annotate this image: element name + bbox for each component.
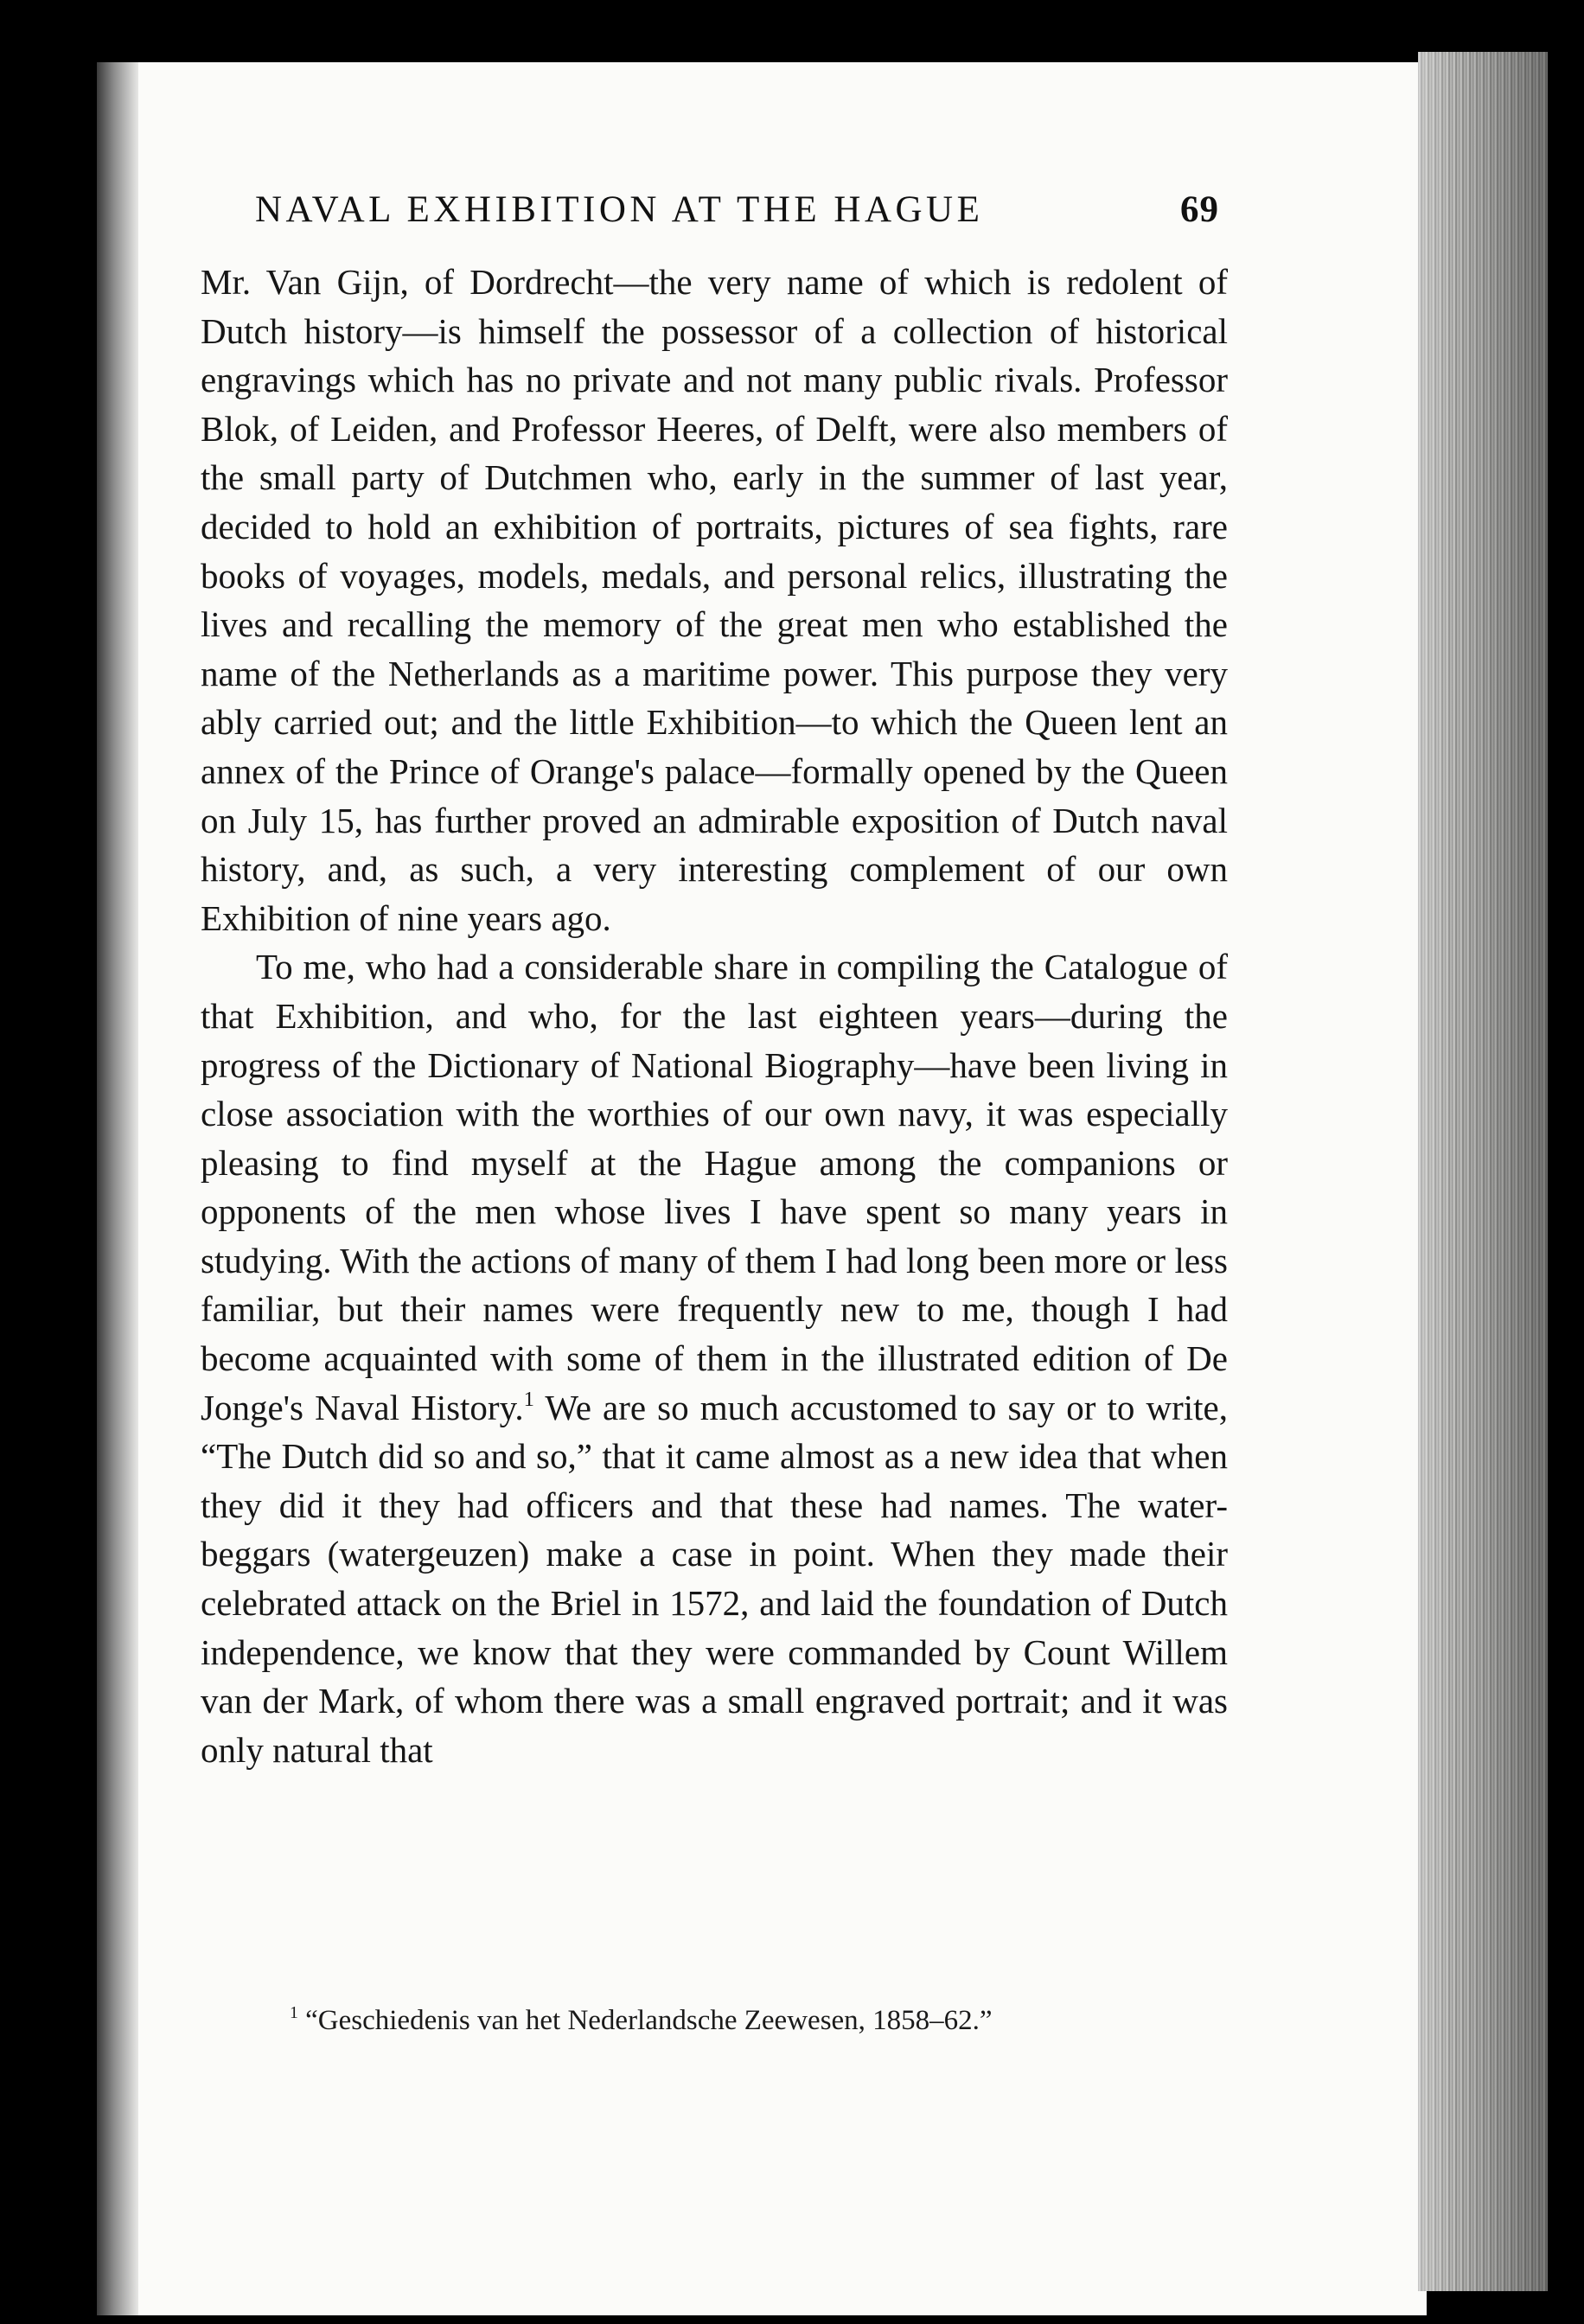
footnote (290, 2003, 1154, 2038)
gutter-shadow (97, 62, 138, 2315)
page-number: 69 (1180, 189, 1219, 230)
body-text (201, 258, 1228, 1774)
running-head-title: NAVAL EXHIBITION AT THE HAGUE (255, 189, 984, 230)
footnote-text: “Geschiedenis van het Nederlandsche Zeewesen, 1858–62.” (305, 2005, 993, 2036)
paragraph-2-text-b: We are so much accustomed to say or to write, “The Dutch did so and so,” that it came almost as a new idea that when they did it they had officers and that these had names. The water-beggars (watergeuzen) make a case in point. When they made their celebrated attack on the Briel in 1572, and laid the foundation of Dutch independence, we know that they were commanded by Count Willem van der Mark, of whom there was a small engraved portrait; and it was only natural that (201, 1387, 1228, 1770)
paragraph-2 (201, 942, 1228, 1774)
footnote-reference: 1 (523, 1387, 534, 1411)
paragraph-2-text-a: To me, who had a considerable share in compiling the Catalogue of that Exhibition, and who, for the last eighteen years—during the progress of the Dictionary of National Biography—have been living in close association with the worthies of our own navy, it was especially pleasing to find myself at the Hague among the companions or opponents of the men whose lives I have spent so many years in studying. With the actions of many of them I had long been more or less familiar, but their names were frequently new to me, though I had become acquainted with some of them in the illustrated edition of De Jonge's Naval History. (201, 947, 1228, 1427)
running-head (255, 188, 1219, 231)
page-edges (1418, 52, 1548, 2291)
paragraph-1: Mr. Van Gijn, of Dordrecht—the very name of which is redolent of Dutch history—is himself the possessor of a collection of historical engravings which has no private and not many public rivals. Professor Blok, of Leiden, and Professor Heeres, of Delft, were also members of the small party of Dutchmen who, early in the summer of last year, decided to hold an exhibition of portraits, pictures of sea fights, rare books of voyages, models, medals, and personal relics, illustrating the lives and recalling the memory of the great men who established the name of the Netherlands as a maritime power. This purpose they very ably carried out; and the little Exhibition—to which the Queen lent an annex of the Prince of Orange's palace—formally opened by the Queen on July 15, has further proved an admirable exposition of Dutch naval history, and, as such, a very interesting complement of our own Exhibition of nine years ago. (201, 262, 1228, 938)
footnote-marker: 1 (290, 2003, 298, 2023)
